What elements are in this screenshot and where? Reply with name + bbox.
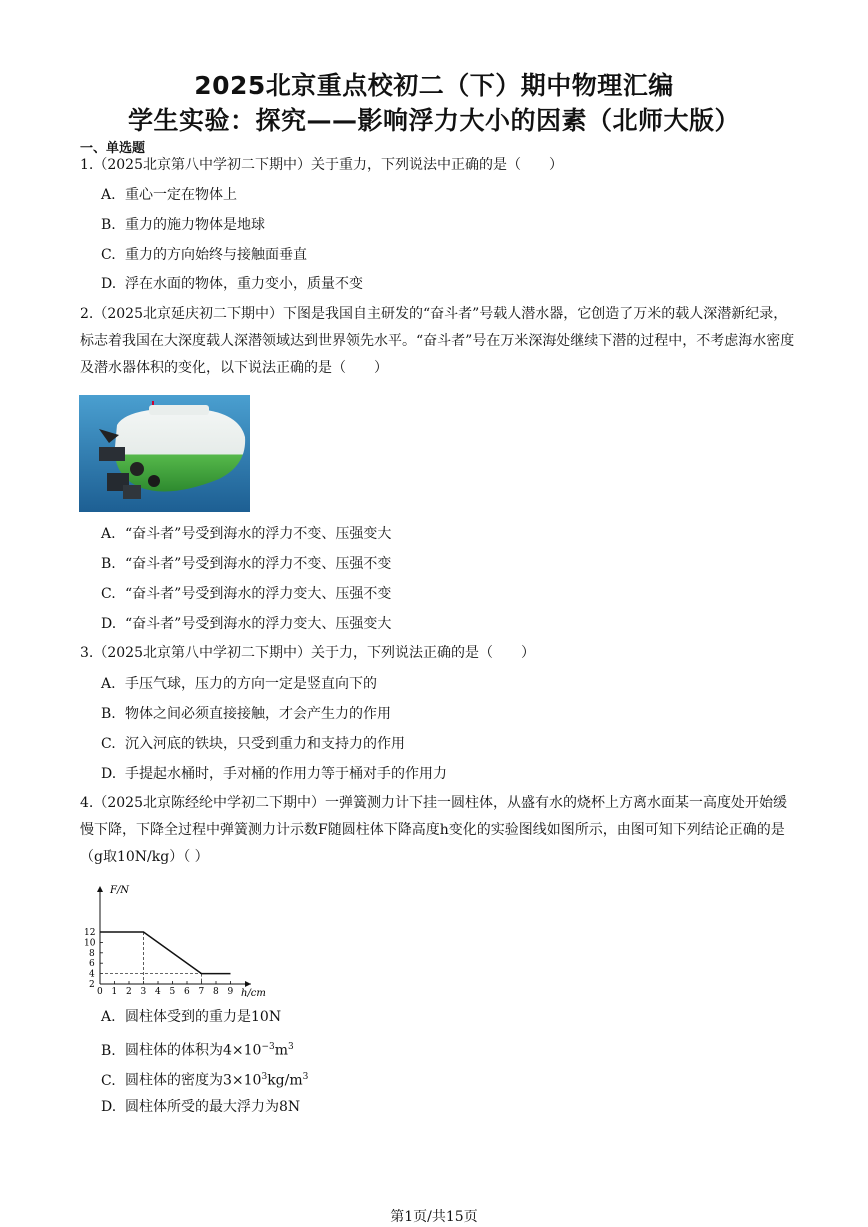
q1-option-a: A. 重心一定在物体上 bbox=[101, 187, 237, 203]
document-title: 2025北京重点校初二（下）期中物理汇编 bbox=[194, 71, 674, 100]
question-4-stem: 4.（2025北京陈经纶中学初二下期中）一弹簧测力计下挂一圆柱体，从盛有水的烧杯上方离水面某一高度处开始缓慢下降，下降全过程中弹簧测力计示数F随圆柱体下降高度h变化的实验图线如图所示，由图可知下列结论正确的是（g取10N/kg）（ ） bbox=[80, 795, 787, 865]
y-tick-label: 12 bbox=[84, 928, 96, 938]
q4-option-c: C. 圆柱体的密度为$3\times 10^3kg/m^3$ bbox=[101, 1072, 309, 1089]
q3-option-c: C. 沉入河底的铁块，只受到重力和支持力的作用 bbox=[101, 736, 405, 752]
y-tick-label: 8 bbox=[89, 948, 95, 959]
y-axis-arrow bbox=[97, 886, 103, 892]
series-line bbox=[100, 932, 231, 974]
y-tick-label: 6 bbox=[89, 959, 95, 970]
x-tick-label: 6 bbox=[184, 987, 190, 997]
x-tick-label: 4 bbox=[155, 987, 161, 997]
x-tick-label: 0 bbox=[97, 987, 103, 997]
x-tick-label: 7 bbox=[198, 987, 205, 997]
x-tick-label: 8 bbox=[213, 987, 219, 997]
q4-option-b: B. 圆柱体的体积为$4\times 10^{-3}m^3$ bbox=[101, 1042, 294, 1059]
x-tick-label: 9 bbox=[227, 987, 234, 997]
q3-option-d: D. 手提起水桶时，手对桶的作用力等于桶对手的作用力 bbox=[101, 766, 447, 782]
y-tick-label: 2 bbox=[89, 980, 95, 990]
q4-option-a: A. 圆柱体受到的重力是10N bbox=[101, 1009, 282, 1025]
x-axis-label: h/cm bbox=[241, 988, 266, 999]
q2-option-d: D. “奋斗者”号受到海水的浮力变大、压强变大 bbox=[101, 616, 392, 632]
document-subtitle: 学生实验：探究——影响浮力大小的因素（北师大版） bbox=[127, 106, 740, 135]
q3-option-b: B. 物体之间必须直接接触，才会产生力的作用 bbox=[101, 706, 391, 722]
x-tick-label: 1 bbox=[111, 987, 118, 997]
question-3-stem: 3.（2025北京第八中学初二下期中）关于力，下列说法正确的是（ ） bbox=[80, 645, 535, 661]
y-tick-label: 4 bbox=[89, 969, 95, 980]
page-footer: 第1页/共15页 bbox=[390, 1209, 478, 1225]
q1-option-b: B. 重力的施力物体是地球 bbox=[101, 217, 265, 233]
q1-option-d: D. 浮在水面的物体，重力变小，质量不变 bbox=[101, 276, 363, 292]
y-tick-label: 10 bbox=[84, 938, 96, 949]
q2-option-c: C. “奋斗者”号受到海水的浮力变大、压强不变 bbox=[101, 586, 392, 602]
question-2-stem: 2.（2025北京延庆初二下期中）下图是我国自主研发的“奋斗者”号载人潜水器，它创造了万米的载人深潜新纪录，标志着我国在大深度载人深潜领域达到世界领先水平。“奋斗者”号在万米深海处继续下潜的过程中，不考虑海水密度及潜水器体积的变化，以下说法正确的是（ ） bbox=[80, 306, 795, 376]
q1-option-c: C. 重力的方向始终与接触面垂直 bbox=[101, 247, 307, 263]
q2-option-b: B. “奋斗者”号受到海水的浮力不变、压强不变 bbox=[101, 556, 392, 572]
x-axis-arrow bbox=[245, 981, 251, 987]
x-tick-label: 3 bbox=[140, 987, 147, 997]
section-heading: 一、单选题 bbox=[80, 141, 146, 156]
submersible-photo bbox=[79, 395, 250, 512]
y-axis-label: F/N bbox=[110, 885, 130, 896]
force-height-chart bbox=[78, 880, 268, 1000]
x-tick-label: 5 bbox=[169, 987, 176, 997]
q2-option-a: A. “奋斗者”号受到海水的浮力不变、压强变大 bbox=[101, 526, 392, 542]
q4-option-d: D. 圆柱体所受的最大浮力为8N bbox=[101, 1099, 301, 1115]
question-1-stem: 1.（2025北京第八中学初二下期中）关于重力，下列说法中正确的是（ ） bbox=[80, 157, 563, 173]
x-tick-label: 2 bbox=[126, 987, 132, 997]
q3-option-a: A. 手压气球，压力的方向一定是竖直向下的 bbox=[101, 676, 377, 692]
